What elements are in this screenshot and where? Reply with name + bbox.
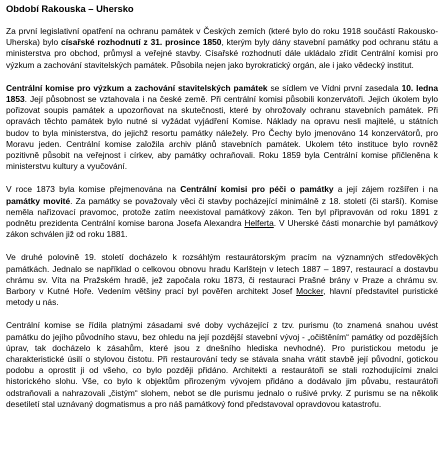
bold-text: Centrální komise pro výzkum a zachování stavitelských památek xyxy=(6,82,268,93)
text-run: Centrální komise se řídila platnými zásadami své doby vycházející z tzv. purismu (to znamená snahou uvést památku do jejího původního stavu, bez ohledu na její pozdější stavební vývoj - „očištěním“ památky od pozdějších úprav, tak docházelo k zásahům, které jsou z dnešního hlediska nevhodné). Pro puristickou metodu je charakteristické úsilí o stylovou čistotu. Při restaurování tedy se stávala snaha vrátit stavbě její původní, gotickou podobu a oprostit ji od všeho, co bylo později přidáno. Architekti a restaurátoři se stali rozhodujícími znalci historického slohu. Vše, co bylo k objektům přirozeným vývojem přidáno a dodávalo jim půvabu, restaurátoři odstraňovali a nahrazovali „čistým“ slohem, nebot se dle purismu jednalo o rušivé prvky. Z purismu se na několik desetiletí stal uznávaný dogmatismus a pro náš památkový fond představoval opravdovou katastrofu. xyxy=(6,320,438,409)
bold-text: památky movité xyxy=(6,195,71,206)
bold-text: Centrální komisi pro péči o památky xyxy=(180,184,334,195)
text-run: a její zájem rozšířen i na xyxy=(333,184,438,195)
text-run: , kterým byly dány stavební památky pod ochranu státu a ministerstva pro obchod, průmysl a veřejné stavby. Císařské rozhodnutí dále ukládalo zřídit Centrální komisi pro výzkum a zachování stavitelských památek. Působila nejen jako byrokratický orgán, ale i jako vědecký institut. xyxy=(6,37,439,70)
text-run: . Za památky se považovaly věci či stavby pocházející minimálně z 18. století (či starší). Komise neměla nařizovací pravomoc, protože zatím neexistoval památkový zákon. Ten byl připravován od roku 1891 z podnětu prezidenta Centrální komise barona Josefa Alexandra xyxy=(6,195,438,229)
text-run: Ve druhé polovině 19. století docházelo k rozsáhlým restaurátorským pracím na významných středověkých památkách. Jednalo se například o celkovou obnovu hradu Karlštejn v letech 1887 – 1897, restaurací a dostavbu chrámu sv. Víta na Pražském hradě, jež započala roku 1873, či restauraci Prašné brány v Praze a chrámu sv. Barbory v Kutné Hoře. Vedením většiny prací byl pověřen architekt Josef xyxy=(6,252,438,297)
text-run: V roce 1873 byla komise přejmenována na xyxy=(6,184,181,195)
text-run: . V Uherské části monarchie byl památkový zákon schválen již od roku 1881. xyxy=(6,218,438,240)
text-run: . Její působnost se vztahovala i na české země. Při centrální komisi působili konzervátoři. Jejich úkolem bylo pořizovat soupis památek a upozorňovat na skutečnosti, které by ohrožovaly ochranu stavebních památek. Při opravách těchto památek bylo nutné si vyžádat vyjádření Komise. Náklady na opravu nesli majitelé, u státních budov to byla ministerstva, do jejichž resortu památky náležely. Pro Čechy bylo jmenováno 14 konzervátorů, pro Moravu jeden. Centrální komise založila archiv plánů stavebních památek. Ukolem této instituce bylo rovněž pozitivně působit na veřejnost i církev, aby památky ochraňovali. Roku 1859 byla Centrální komise přičleněna k ministerstvu kultury a vyučování. xyxy=(6,94,438,172)
text-run: se sídlem ve Vídni první zasedala xyxy=(267,82,402,93)
text-run: , hlavní představitel puristické metody u nás. xyxy=(6,286,439,308)
bold-text: císařské rozhodnutí z 31. prosince 1850 xyxy=(61,37,222,48)
paragraph-4 xyxy=(6,252,438,308)
bold-text: 10. ledna 1853 xyxy=(6,82,438,105)
section-title: Období Rakouska – Uhersko xyxy=(6,3,134,14)
paragraph-2 xyxy=(6,83,438,173)
paragraph-5 xyxy=(6,320,438,410)
text-run: Za první legislativní opatření na ochranu památek v Českých zemích (které bylo do roku 1918 součástí Rakousko-Uherska) bylo xyxy=(6,26,438,48)
underlined-text: Helferta xyxy=(244,218,274,229)
document-body xyxy=(6,26,438,410)
underlined-text: Mocker xyxy=(296,286,324,297)
paragraph-1 xyxy=(6,26,438,71)
paragraph-3 xyxy=(6,184,438,240)
